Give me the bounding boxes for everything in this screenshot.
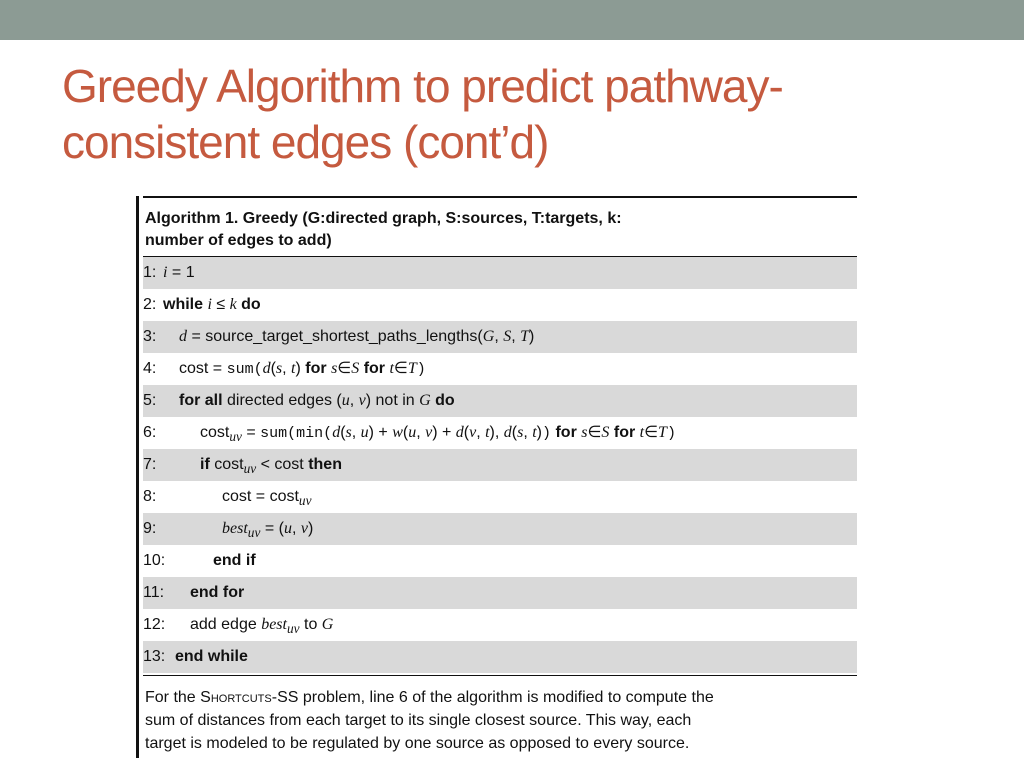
algorithm-note xyxy=(143,676,857,755)
title-line-1: Greedy Algorithm to predict pathway- xyxy=(62,60,783,112)
algorithm-line xyxy=(143,257,857,289)
line-number: 4: xyxy=(143,360,157,377)
algorithm-line xyxy=(143,353,857,385)
algorithm-line xyxy=(143,641,857,673)
line-number: 12: xyxy=(143,616,166,633)
line-number: 3: xyxy=(143,328,157,345)
line-number: 7: xyxy=(143,456,157,473)
line-code: end for xyxy=(190,584,245,601)
algorithm-line xyxy=(143,449,857,481)
algorithm-content xyxy=(143,196,857,755)
line-code: if cost$_{uv}$ < cost then xyxy=(200,456,342,477)
algorithm-line xyxy=(143,321,857,353)
line-number: 11: xyxy=(143,584,165,601)
line-code: d = source_target_shortest_paths_lengths(G, S, T) xyxy=(179,328,535,345)
line-code: cost = sum(d(s, t) for s∈S for t∈T) xyxy=(179,360,426,378)
line-code: end if xyxy=(213,552,256,569)
line-number: 2: xyxy=(143,296,157,313)
line-code: best$_{uv}$ = (u, v) xyxy=(222,520,314,541)
line-number: 13: xyxy=(143,648,166,665)
line-number: 1: xyxy=(143,264,157,281)
note-line-2: sum of distances from each target to its single closest source. This way, each xyxy=(145,712,692,729)
title-line-2: consistent edges (cont’d) xyxy=(62,116,549,168)
algorithm-line xyxy=(143,481,857,513)
line-code: cost$_{uv}$ = sum(min(d(s, u) + w(u, v) + d(v, t), d(s, t)) for s∈S for t∈T) xyxy=(200,424,676,445)
line-code: for all directed edges (u, v) not in G do xyxy=(179,392,455,409)
algorithm-line xyxy=(143,385,857,417)
algorithm-line xyxy=(143,609,857,641)
algorithm-box xyxy=(136,196,862,762)
header-line-2: number of edges to add) xyxy=(145,232,332,249)
line-number: 5: xyxy=(143,392,157,409)
line-number: 6: xyxy=(143,424,157,441)
algorithm-line xyxy=(143,577,857,609)
algorithm-line xyxy=(143,417,857,449)
note-line-3: target is modeled to be regulated by one source as opposed to every source. xyxy=(145,735,690,752)
algorithm-line xyxy=(143,289,857,321)
line-number: 8: xyxy=(143,488,157,505)
note-line-1: For the Shortcuts-SS problem, line 6 of the algorithm is modified to compute the xyxy=(145,689,714,706)
line-code: while i ≤ k do xyxy=(163,296,261,313)
line-code: end while xyxy=(175,648,248,665)
line-number: 10: xyxy=(143,552,166,569)
left-rule xyxy=(136,196,139,758)
slide-title xyxy=(62,58,962,170)
line-code: add edge best$_{uv}$ to G xyxy=(190,616,334,637)
algorithm-line xyxy=(143,513,857,545)
algorithm-header xyxy=(143,198,857,256)
line-number: 9: xyxy=(143,520,157,537)
line-code: i = 1 xyxy=(163,264,195,281)
algorithm-lines xyxy=(143,257,857,673)
header-line-1: Algorithm 1. Greedy (G:directed graph, S:sources, T:targets, k: xyxy=(145,210,622,227)
algorithm-line xyxy=(143,545,857,577)
line-code: cost = cost$_{uv}$ xyxy=(222,488,312,509)
top-banner xyxy=(0,0,1024,40)
